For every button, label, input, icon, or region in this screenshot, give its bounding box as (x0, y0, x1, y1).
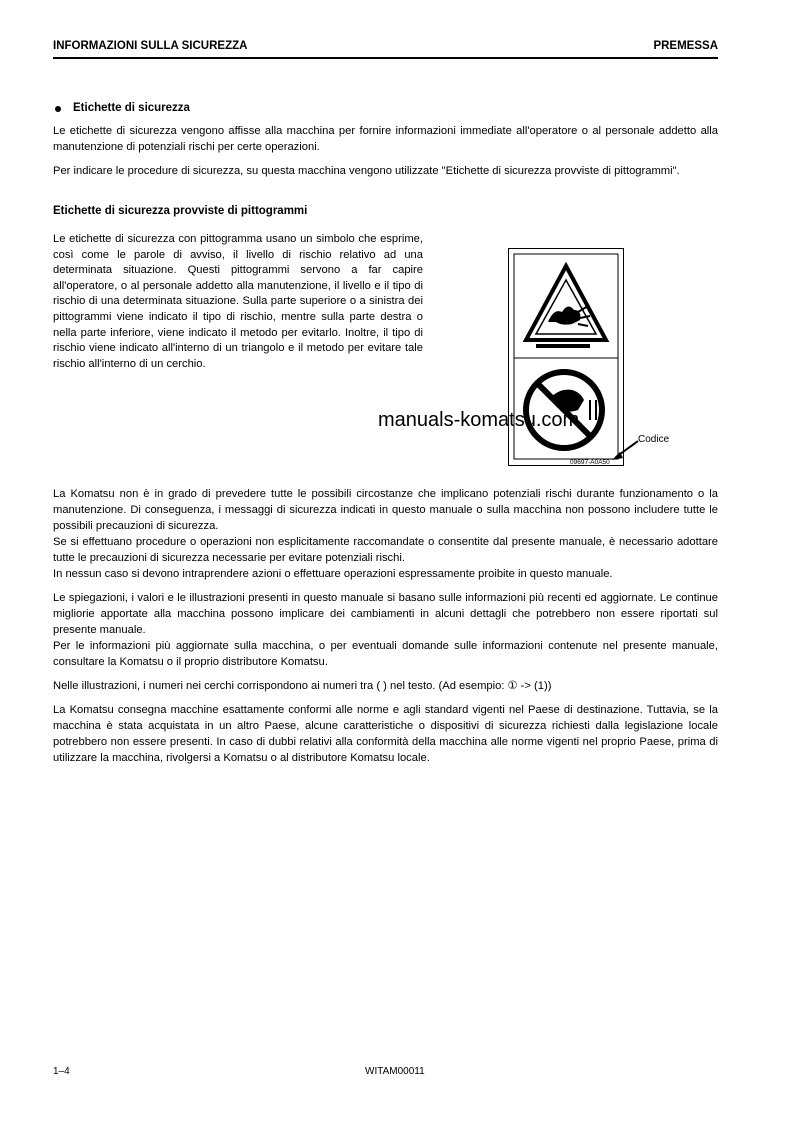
bullet-icon (55, 106, 61, 112)
watermark: manuals-komatsu.com (378, 409, 580, 431)
page-header (53, 40, 718, 56)
body-paragraph-5: Per le informazioni più aggiornate sulla macchina, o per eventuali domande sulle informazioni contenute nel presente manuale, consultare la Komatsu o il proprio distributore Komatsu. (53, 640, 718, 668)
header-chapter-title: PREMESSA (653, 40, 718, 52)
intro-paragraph-1: Le etichette di sicurezza vengono affisse alla macchina per fornire informazioni immediate all'operatore o al personale addetto alla manutenzione di potenziali rischi per certe operazioni. (53, 125, 718, 153)
body-paragraph-2: Se si effettuano procedure o operazioni non esplicitamente raccomandate o consentite dal presente manuale, è necessario adottare tutte le precauzioni di sicurezza necessarie per evitare potenziali rischi. (53, 536, 718, 564)
section-title: Etichette di sicurezza (73, 102, 190, 114)
body-paragraph-4: Le spiegazioni, i valori e le illustrazioni presenti in questo manuale si basano sulle informazioni più recenti ed aggiornate. Le continue migliorie apportate alla macchina possono implicare dei cambiamenti in alcuni dettagli che potrebbero non essere riportati sul presente manuale. (53, 592, 718, 636)
body-paragraph-3: In nessun caso si devono intraprendere azioni o effettuare operazioni espressamente proibite in questo manuale. (53, 568, 613, 580)
label-part-code: 09697-A0A50 (570, 459, 610, 466)
pictogram-paragraph: Le etichette di sicurezza con pittogramma usano un simbolo che esprime, così come le parole di avviso, il livello di rischio relativo ad una determinata situazione. Questi pittogrammi servono a far capire all'operatore, o al personale addetto alla manutenzione, il livello e il tipo di rischio di una determinata situazione. Sulla parte superiore o a sinistra dei pittogrammi viene indicato il tipo di rischio, mentre sulla parte destra o nella parte inferiore, viene indicato il metodo per evitarlo. Inoltre, il tipo di rischio viene indicato all'interno di un triangolo e il metodo per evitare tale rischio all'interno di un cerchio. (53, 233, 423, 370)
code-label: Codice (638, 434, 670, 445)
safety-label-figure (508, 248, 624, 466)
subsection-title: Etichette di sicurezza provviste di pittogrammi (53, 205, 308, 217)
document-code: WITAM00011 (365, 1066, 425, 1077)
code-arrow-icon (610, 438, 640, 462)
page-number: 1–4 (53, 1066, 70, 1077)
body-paragraph-6: Nelle illustrazioni, i numeri nei cerchi corrispondono ai numeri tra ( ) nel testo. (Ad esempio: ① -> (1)) (53, 680, 552, 692)
body-paragraph-1: La Komatsu non è in grado di prevedere tutte le possibili circostanze che implicano potenziali rischi durante funzionamento o la manutenzione. Di conseguenza, i messaggi di sicurezza indicati in questo manuale o sulla macchina non possono includere tutte le possibili precauzioni di sicurezza. (53, 488, 718, 532)
header-rule (53, 57, 718, 59)
intro-paragraph-2: Per indicare le procedure di sicurezza, su questa macchina vengono utilizzate "Etichette di sicurezza provviste di pittogrammi". (53, 165, 680, 177)
body-paragraph-7: La Komatsu consegna macchine esattamente conformi alle norme e agli standard vigenti nel Paese di destinazione. Tuttavia, se la macchina è stata acquistata in un altro Paese, alcune caratteristiche o dispositivi di sicurezza richiesti dalla legislazione locale potrebbero non essere presenti. In caso di dubbi relativi alla conformità della macchina alle norme vigenti nel proprio Paese, prima di utilizzare la macchina, rivolgersi a Komatsu o al distributore Komatsu locale. (53, 704, 718, 764)
header-section-title: INFORMAZIONI SULLA SICUREZZA (53, 40, 248, 52)
